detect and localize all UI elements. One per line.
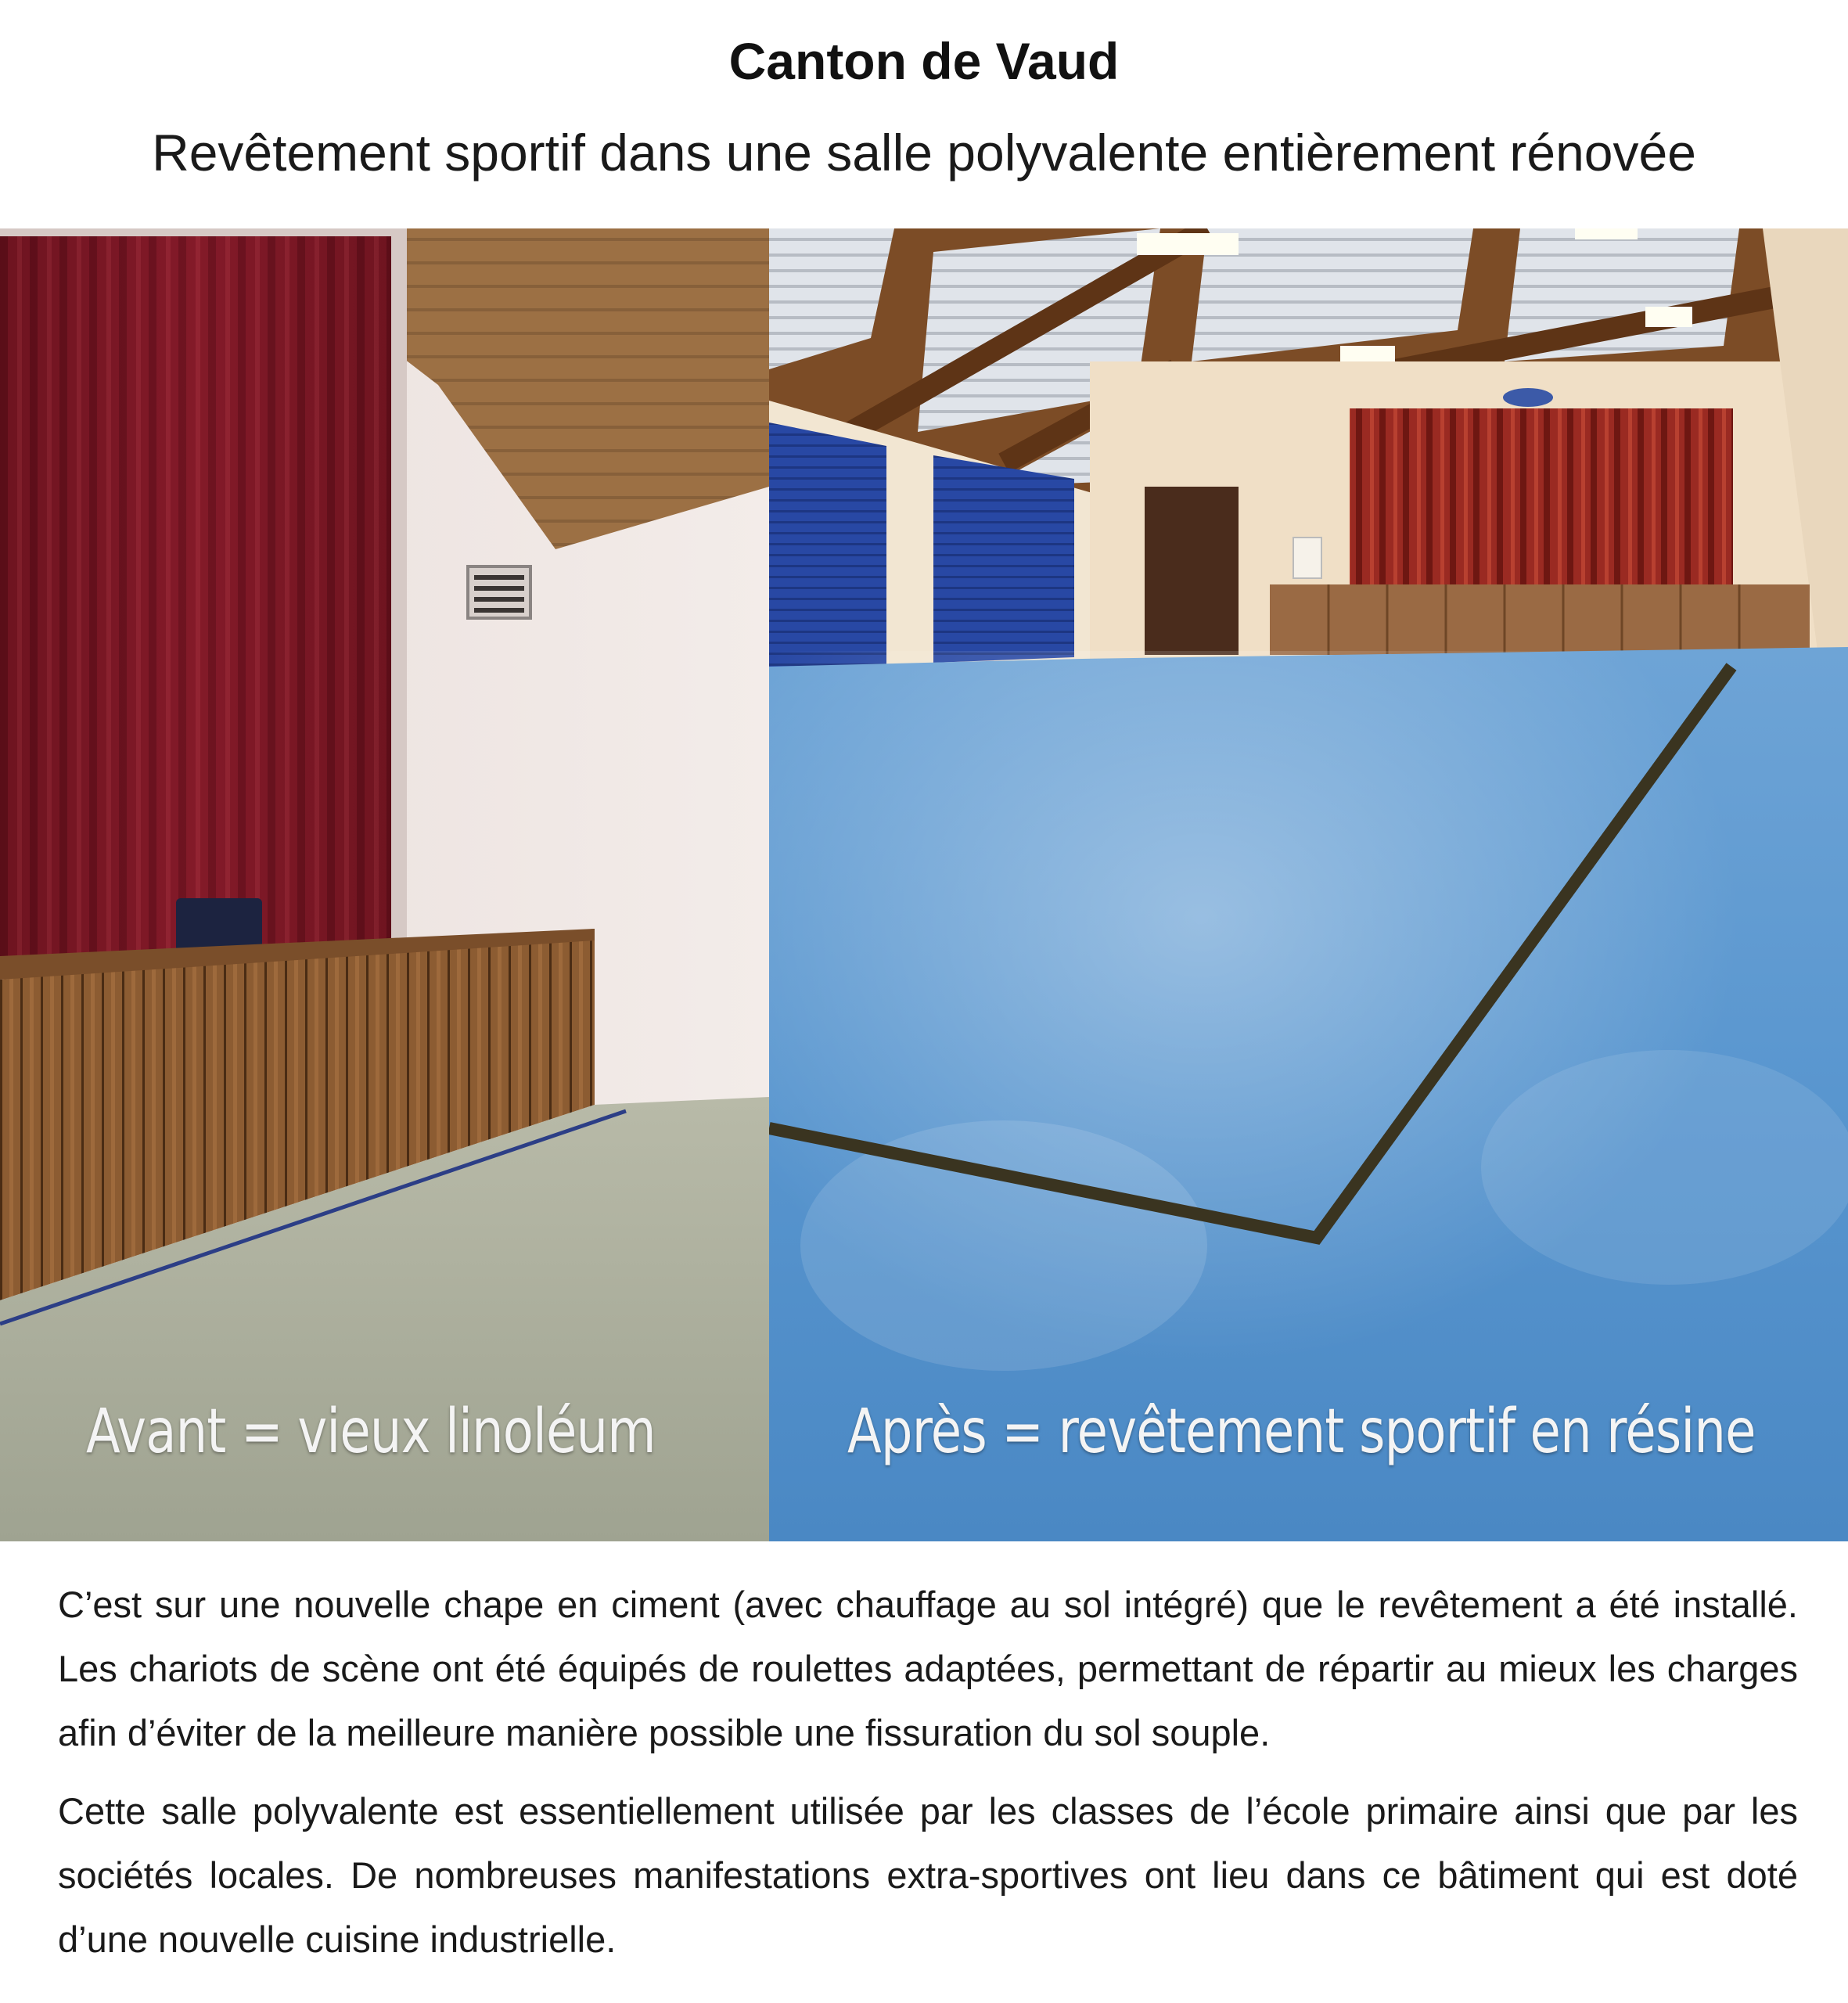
page-subtitle: Revêtement sportif dans une salle polyvalente entièrement rénovée [152,124,1696,182]
before-photo [0,228,769,1541]
after-caption: Après = revêtement sportif en résine [847,1397,1756,1467]
paragraph: Cette salle polyvalente est essentiellement utilisée par les classes de l’école primaire ainsi que par les sociétés locales. De nombreuses manifestations extra-sportives ont lieu dans ce bâtiment qui est doté d’une nouvelle cuisine industrielle. [58,1790,1798,1960]
paragraph: C’est sur une nouvelle chape en ciment (avec chauffage au sol intégré) que le revêtement a été installé. Les chariots de scène ont été équipés de roulettes adaptées, permettant de répartir au mieux les charges afin d’éviter de la meilleure manière possible une fissuration du sol souple. [58,1584,1798,1753]
after-photo [769,228,1848,1541]
page-title: Canton de Vaud [728,32,1120,90]
body-text [58,1573,1798,1986]
before-caption: Avant = vieux linoléum [86,1397,656,1467]
